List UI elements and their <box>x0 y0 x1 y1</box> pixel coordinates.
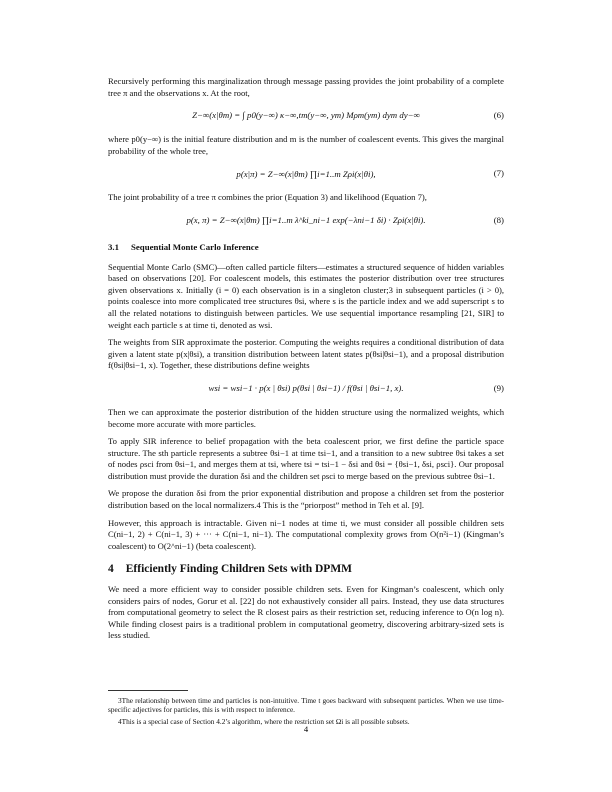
intro-paragraph: Recursively performing this marginalization through message passing provides the joint probability of a complete tree π and the observations x. At the root, <box>108 76 504 98</box>
equation-7-body: p(x|π) = Z−∞(x|θm) ∏i=1..m Zρi(x|θi), <box>236 168 376 179</box>
section-3-1-number: 3.1 <box>108 241 119 252</box>
section-4-heading <box>108 564 504 576</box>
equation-8-number: (8) <box>493 215 504 226</box>
equation-7 <box>108 163 504 185</box>
equation-6-body: Z−∞(x|θm) = ∫ p0(y−∞) κ−∞,tm(y−∞, ym) Mρm(ym) dym dy−∞ <box>192 110 420 121</box>
section-4-number: 4 <box>108 563 114 576</box>
equation-6-number: (6) <box>493 110 504 121</box>
smc-paragraph-4: To apply SIR inference to belief propagation with the beta coalescent prior, we first define the particle space structure. The sth particle represents a subtree θsi−1 at time tsi−1, and a transition to a new subtree θsi takes a set of nodes ρsci from θsi−1, and merges them at tsi, where tsi = tsi−1 − δsi and θsi = {θsi−1, δsi, ρsci}. Our proposal distribution must provide the duration δsi and the children set ρsci to merge based on the previous subtree θsi−1. <box>108 436 504 481</box>
equation-8-body: p(x, π) = Z−∞(x|θm) ∏i=1..m λ^ki_ni−1 exp(−λni−1 δi) · Zρi(x|θi). <box>186 215 426 226</box>
equation-8 <box>108 210 504 232</box>
equation-6 <box>108 105 504 127</box>
equation-9-body: wsi = wsi−1 · p(x | θsi) p(θsi | θsi−1) / f(θsi | θsi−1, x). <box>208 383 404 394</box>
section-4-paragraph-1: We need a more efficient way to consider possible children sets. Even for Kingman’s coalescent, which only considers pairs of nodes, Gorur et al. [22] do not exhaustively consider all pairs. Instead, they use data structures from computational geometry to select the R closest pairs as their restriction set, reducing inference to O(n log n). While finding closest pairs is a traditional problem in computational geometry, discovering arbitrary-sized sets is less studied. <box>108 584 504 641</box>
equation-7-number: (7) <box>493 168 504 179</box>
paper-body <box>108 76 504 648</box>
section-4-title: Efficiently Finding Children Sets with DPMM <box>125 563 353 576</box>
section-3-1-title: Sequential Monte Carlo Inference <box>131 241 259 252</box>
smc-paragraph-2: The weights from SIR approximate the posterior. Computing the weights requires a conditional distribution of data given a latent state p(x|θsi), a transition distribution between latent states p(θsi|θsi−1), and a proposal distribution f(θsi|θsi−1, x). Together, these distributions define weights <box>108 337 504 371</box>
footnote-4: 4This is a special case of Section 4.2’s algorithm, where the restriction set Ωi is all possible subsets. <box>118 716 410 726</box>
smc-paragraph-5: We propose the duration δsi from the prior exponential distribution and propose a children set from the posterior distribution based on the local normalizers.4 This is the “priorpost” method in Teh et al. [9]. <box>108 488 504 511</box>
after-eq6-paragraph: where p0(y−∞) is the initial feature distribution and m is the number of coalescent events. This gives the marginal probability of the whole tree, <box>108 134 504 156</box>
section-3-1-heading <box>108 242 504 254</box>
footnote-3: 3The relationship between time and particles is non-intuitive. Time t goes backward with subsequent particles. When we use time-specific adjectives for particles, this is with respect to inference. <box>108 696 504 715</box>
after-eq7-paragraph: The joint probability of a tree π combines the prior (Equation 3) and likelihood (Equation 7), <box>108 192 427 203</box>
page-number: 4 <box>303 724 309 734</box>
footnotes <box>108 690 504 728</box>
equation-9 <box>108 378 504 400</box>
equation-9-number: (9) <box>493 383 504 394</box>
smc-paragraph-3: Then we can approximate the posterior distribution of the hidden structure using the normalized weights, which become more accurate with more particles. <box>108 406 504 429</box>
smc-paragraph-1: Sequential Monte Carlo (SMC)—often called particle filters—estimates a structured sequence of hidden variables based on observations [20]. For coalescent models, this estimates the posterior distribution over tree structures given observations x. Initially (i = 0) each observation is in a singleton cluster;3 in subsequent particles (i > 0), points coalesce into more complicated tree structures θsi, where s is the particle index and we add superscript s to all the related notations to distinguish between particles. We use sequential importance resampling [21, SIR] to weight each particle s at time ti, denoted as wsi. <box>108 261 504 330</box>
footnote-rule <box>108 690 188 691</box>
smc-paragraph-6: However, this approach is intractable. Given ni−1 nodes at time ti, we must consider all possible children sets C(ni−1, 2) + C(ni−1, 3) + ··· + C(ni−1, ni−1). The computational complexity grows from O(n²i−1) (Kingman’s coalescent) to O(2^ni−1) (beta coalescent). <box>108 517 504 551</box>
